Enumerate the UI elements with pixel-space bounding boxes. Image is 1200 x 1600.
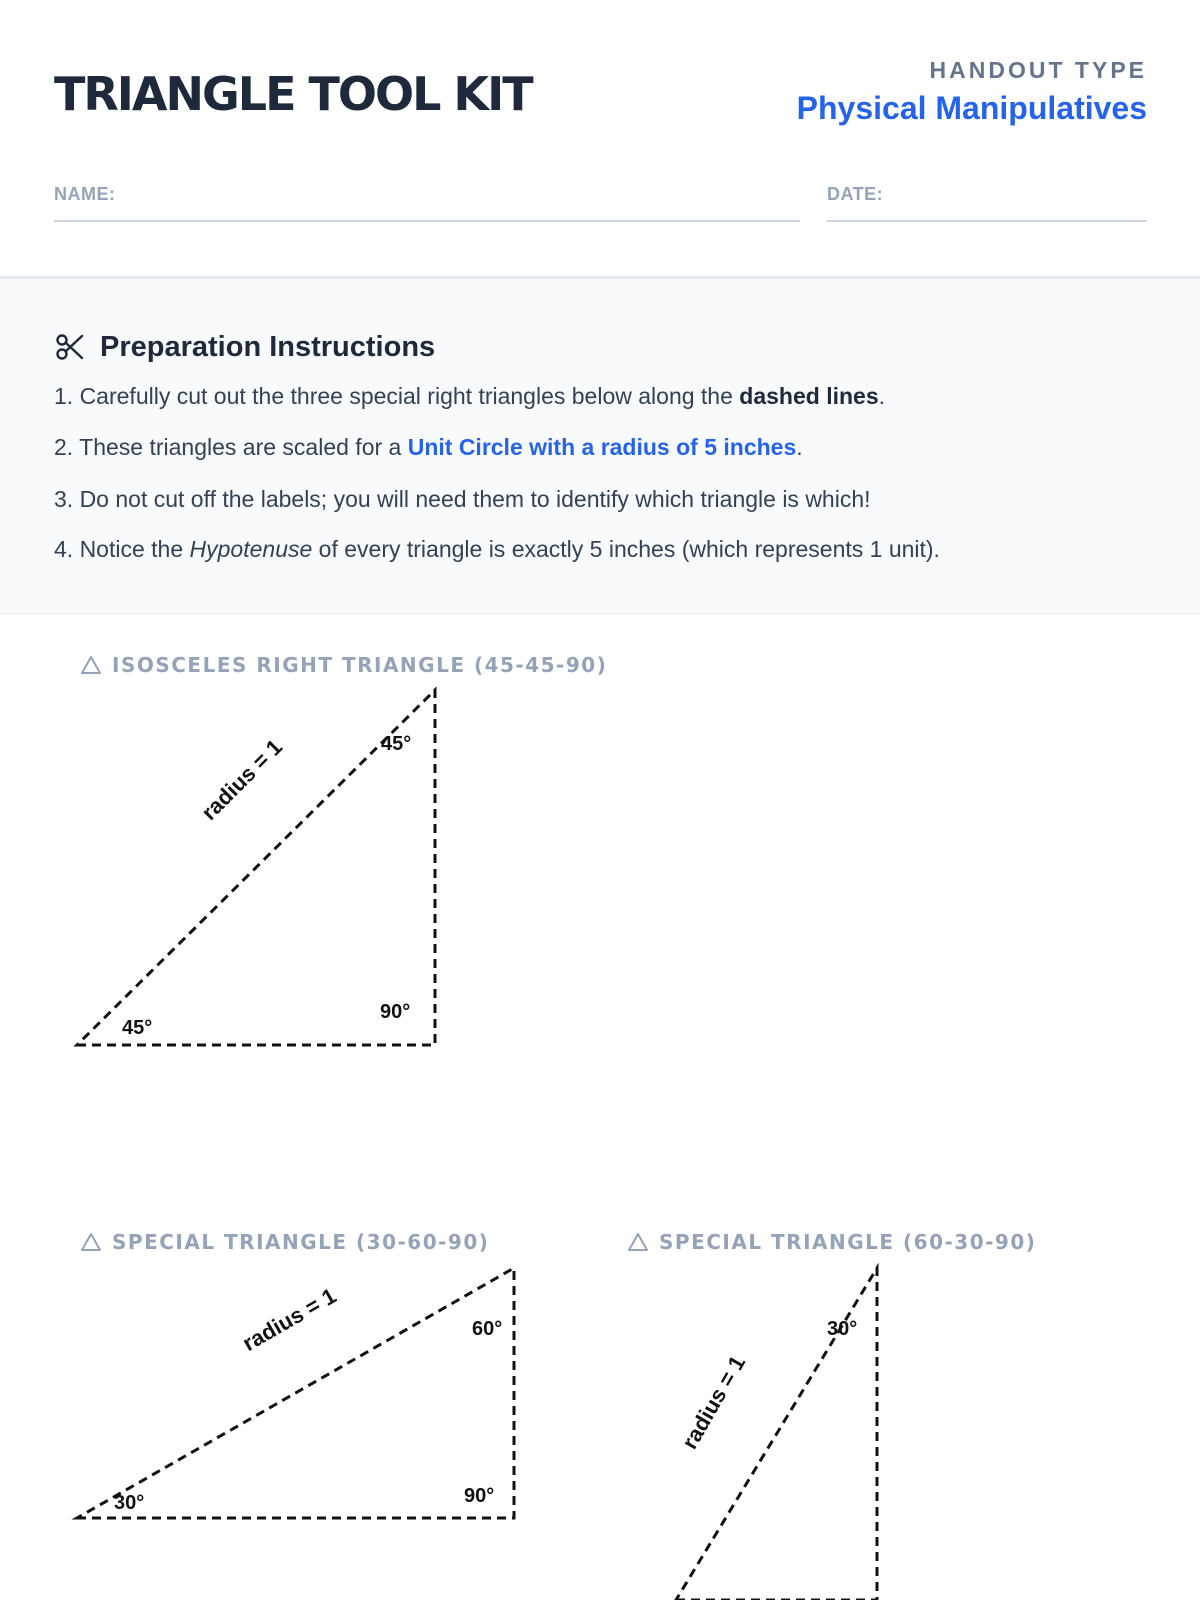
t3060-right-angle: 90° (464, 1485, 495, 1507)
page-title: TRIANGLE TOOL KIT (54, 67, 532, 121)
t3060-hypotenuse-label: radius = 1 (238, 1282, 341, 1357)
instruction-step-3: 3. Do not cut off the labels; you will need them to identify which triangle is which! (54, 486, 871, 512)
step-1-text: 1. Carefully cut out the three special right triangles below along the (54, 383, 740, 409)
iso-bottom-left-angle: 45° (122, 1017, 153, 1039)
step-1-emphasis: dashed lines (739, 383, 879, 409)
isosceles-triangle-cutout[interactable] (77, 690, 435, 1045)
triangle-60-30-90-cutout[interactable] (676, 1268, 877, 1600)
handout-type-label: HANDOUT TYPE (929, 57, 1147, 83)
step-2-text: 2. These triangles are scaled for a (54, 434, 408, 460)
iso-hypotenuse-label: radius = 1 (196, 734, 288, 826)
step-4-text: 4. Notice the (54, 536, 190, 562)
section-title: ISOSCELES RIGHT TRIANGLE (45-45-90) (112, 653, 608, 677)
t6030-top-angle: 30° (827, 1318, 858, 1340)
iso-right-angle: 90° (380, 1001, 411, 1023)
step-1-end: . (878, 383, 886, 409)
step-4-end: of every triangle is exactly 5 inches (which represents 1 unit). (312, 536, 940, 562)
iso-top-angle: 45° (381, 733, 412, 755)
section-title: SPECIAL TRIANGLE (30-60-90) (112, 1230, 490, 1254)
t3060-top-angle: 60° (472, 1318, 503, 1340)
step-4-italic: Hypotenuse (189, 536, 313, 562)
t3060-bottom-left-angle: 30° (114, 1492, 145, 1514)
step-2-end: . (796, 434, 803, 460)
section-title: SPECIAL TRIANGLE (60-30-90) (659, 1230, 1037, 1254)
triangle-30-60-90-cutout[interactable] (77, 1268, 514, 1518)
t6030-hypotenuse-label: radius = 1 (676, 1351, 751, 1454)
handout-type-value: Physical Manipulatives (796, 90, 1147, 126)
instructions-title: Preparation Instructions (100, 330, 436, 363)
step-2-highlight: Unit Circle with a radius of 5 inches (407, 434, 797, 460)
name-label: NAME: (54, 184, 116, 204)
date-label: DATE: (827, 184, 884, 204)
